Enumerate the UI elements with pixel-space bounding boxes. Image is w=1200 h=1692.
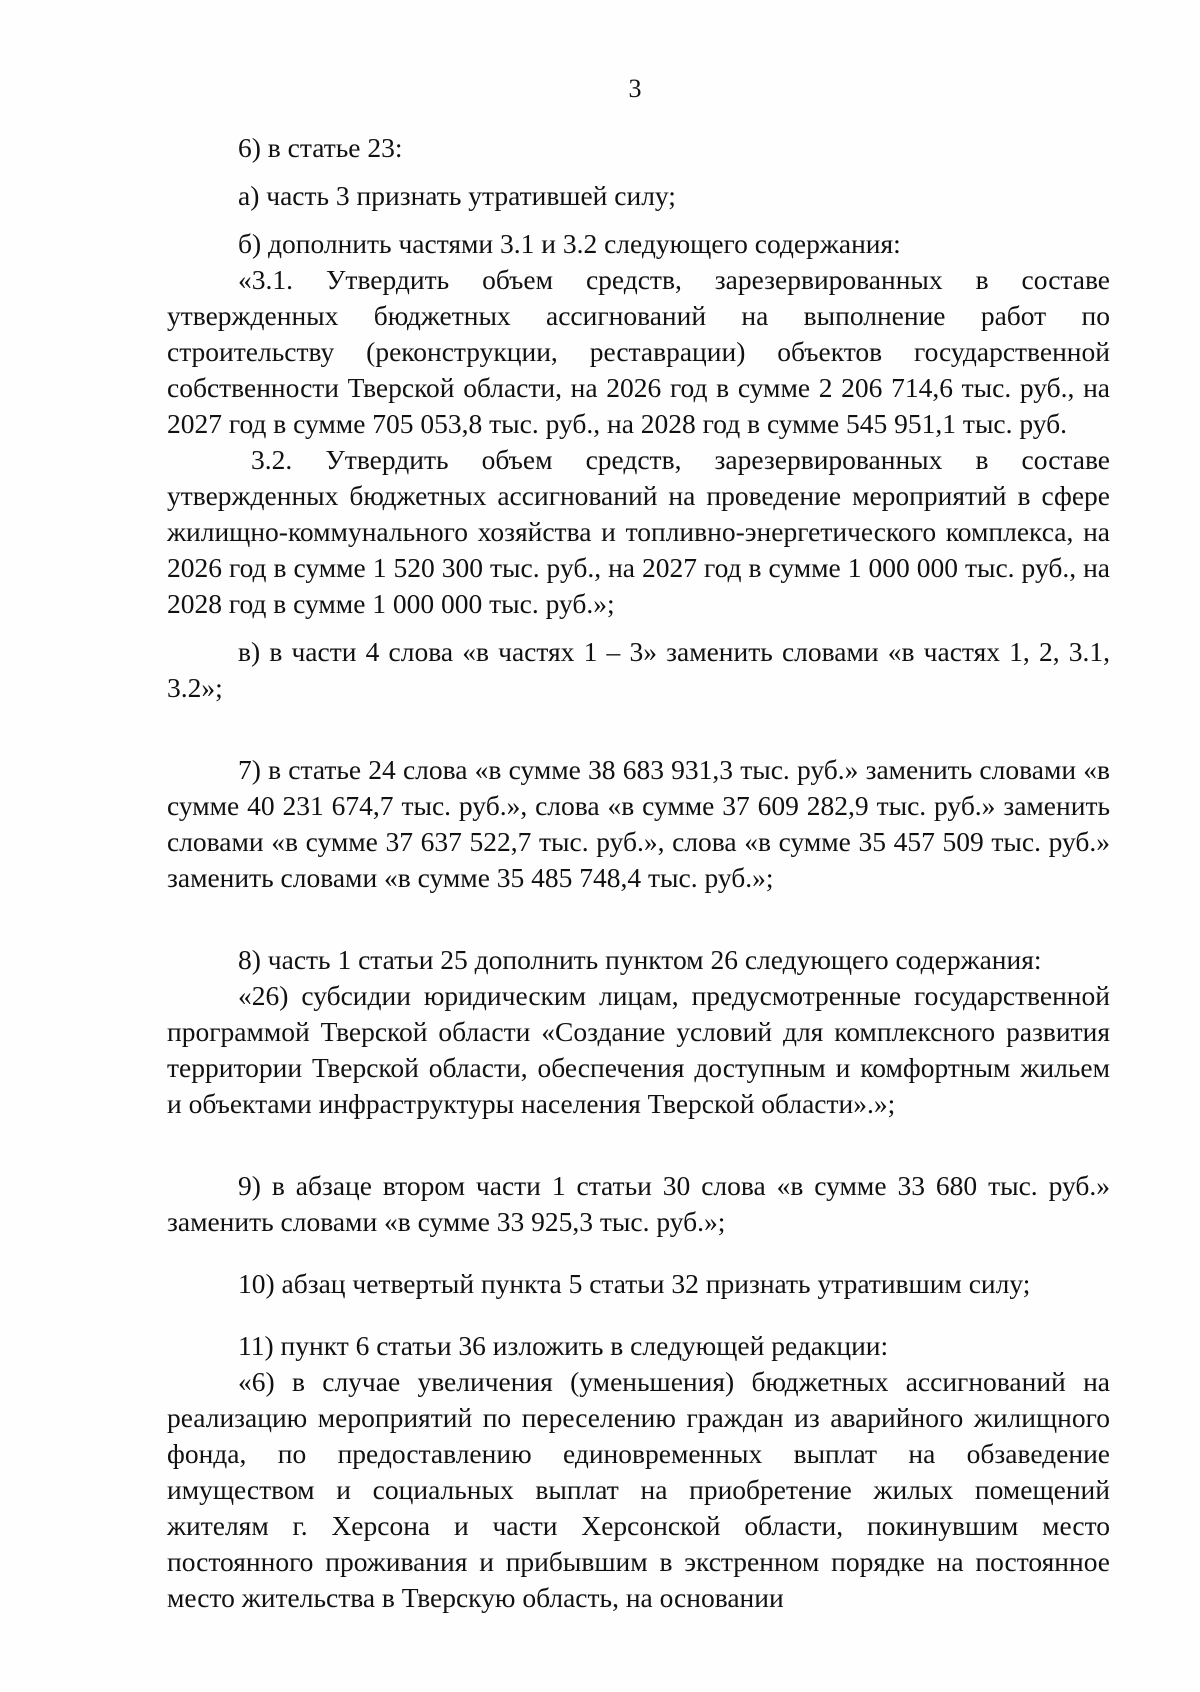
item-11-heading: 11) пункт 6 статьи 36 изложить в следующей редакции: xyxy=(238,1330,889,1361)
item-10: 10) абзац четвертый пункта 5 статьи 32 признать утратившим силу; xyxy=(238,1268,1031,1299)
subitem-a: а) часть 3 признать утратившей силу; xyxy=(238,180,676,211)
item-8-heading: 8) часть 1 статьи 25 дополнить пунктом 26 следующего содержания: xyxy=(238,944,1042,975)
page-number: 3 xyxy=(628,74,642,103)
item-6-heading: 6) в статье 23: xyxy=(238,132,403,163)
item-7: 7) в статье 24 слова «в сумме 38 683 931,3 тыс. руб.» заменить словами «в сумме 40 231 674,7 тыс. руб.», слова «в сумме 37 609 282,9 тыс. руб.» заменить словами «в сумме 37 637 522,7 тыс. руб.», слова «в сумме 35 457 509 тыс. руб.» заменить словами «в сумме 35 485 748,4 тыс. руб.»; xyxy=(167,754,1110,893)
subitem-b: б) дополнить частями 3.1 и 3.2 следующего содержания: xyxy=(238,228,901,259)
clause-3-1: «3.1. Утвердить объем средств, зарезервированных в составе утвержденных бюджетных ассигнований на выполнение работ по строительству (реконструкции, реставрации) объектов государственной собственности Тверской области, на 2026 год в сумме 2 206 714,6 тыс. руб., на 2027 год в сумме 705 053,8 тыс. руб., на 2028 год в сумме 545 951,1 тыс. руб. xyxy=(167,264,1110,439)
item-8-clause-26: «26) субсидии юридическим лицам, предусмотренные государственной программой Тверской области «Создание условий для комплексного развития территории Тверской области, обеспечения доступным и комфортным жильем и объектами инфраструктуры населения Тверской области».»; xyxy=(167,980,1110,1119)
subitem-v: в) в части 4 слова «в частях 1 – 3» заменить словами «в частях 1, 2, 3.1, 3.2»; xyxy=(167,636,1110,703)
clause-3-2: 3.2. Утвердить объем средств, зарезервированных в составе утвержденных бюджетных ассигнований на проведение мероприятий в сфере жилищно-коммунального хозяйства и топливно-энергетического комплекса, на 2026 год в сумме 1 520 300 тыс. руб., на 2027 год в сумме 1 000 000 тыс. руб., на 2028 год в сумме 1 000 000 тыс. руб.»; xyxy=(167,444,1110,619)
item-9: 9) в абзаце втором части 1 статьи 30 слова «в сумме 33 680 тыс. руб.» заменить словами «в сумме 33 925,3 тыс. руб.»; xyxy=(167,1170,1110,1237)
document-body xyxy=(167,130,1110,1616)
item-11-clause-6: «6) в случае увеличения (уменьшения) бюджетных ассигнований на реализацию мероприятий по переселению граждан из аварийного жилищного фонда, по предоставлению единовременных выплат на обзаведение имуществом и социальных выплат на приобретение жилых помещений жителям г. Херсона и части Херсонской области, покинувшим место постоянного проживания и прибывшим в экстренном порядке на постоянное место жительства в Тверскую область, на основании xyxy=(167,1366,1110,1613)
